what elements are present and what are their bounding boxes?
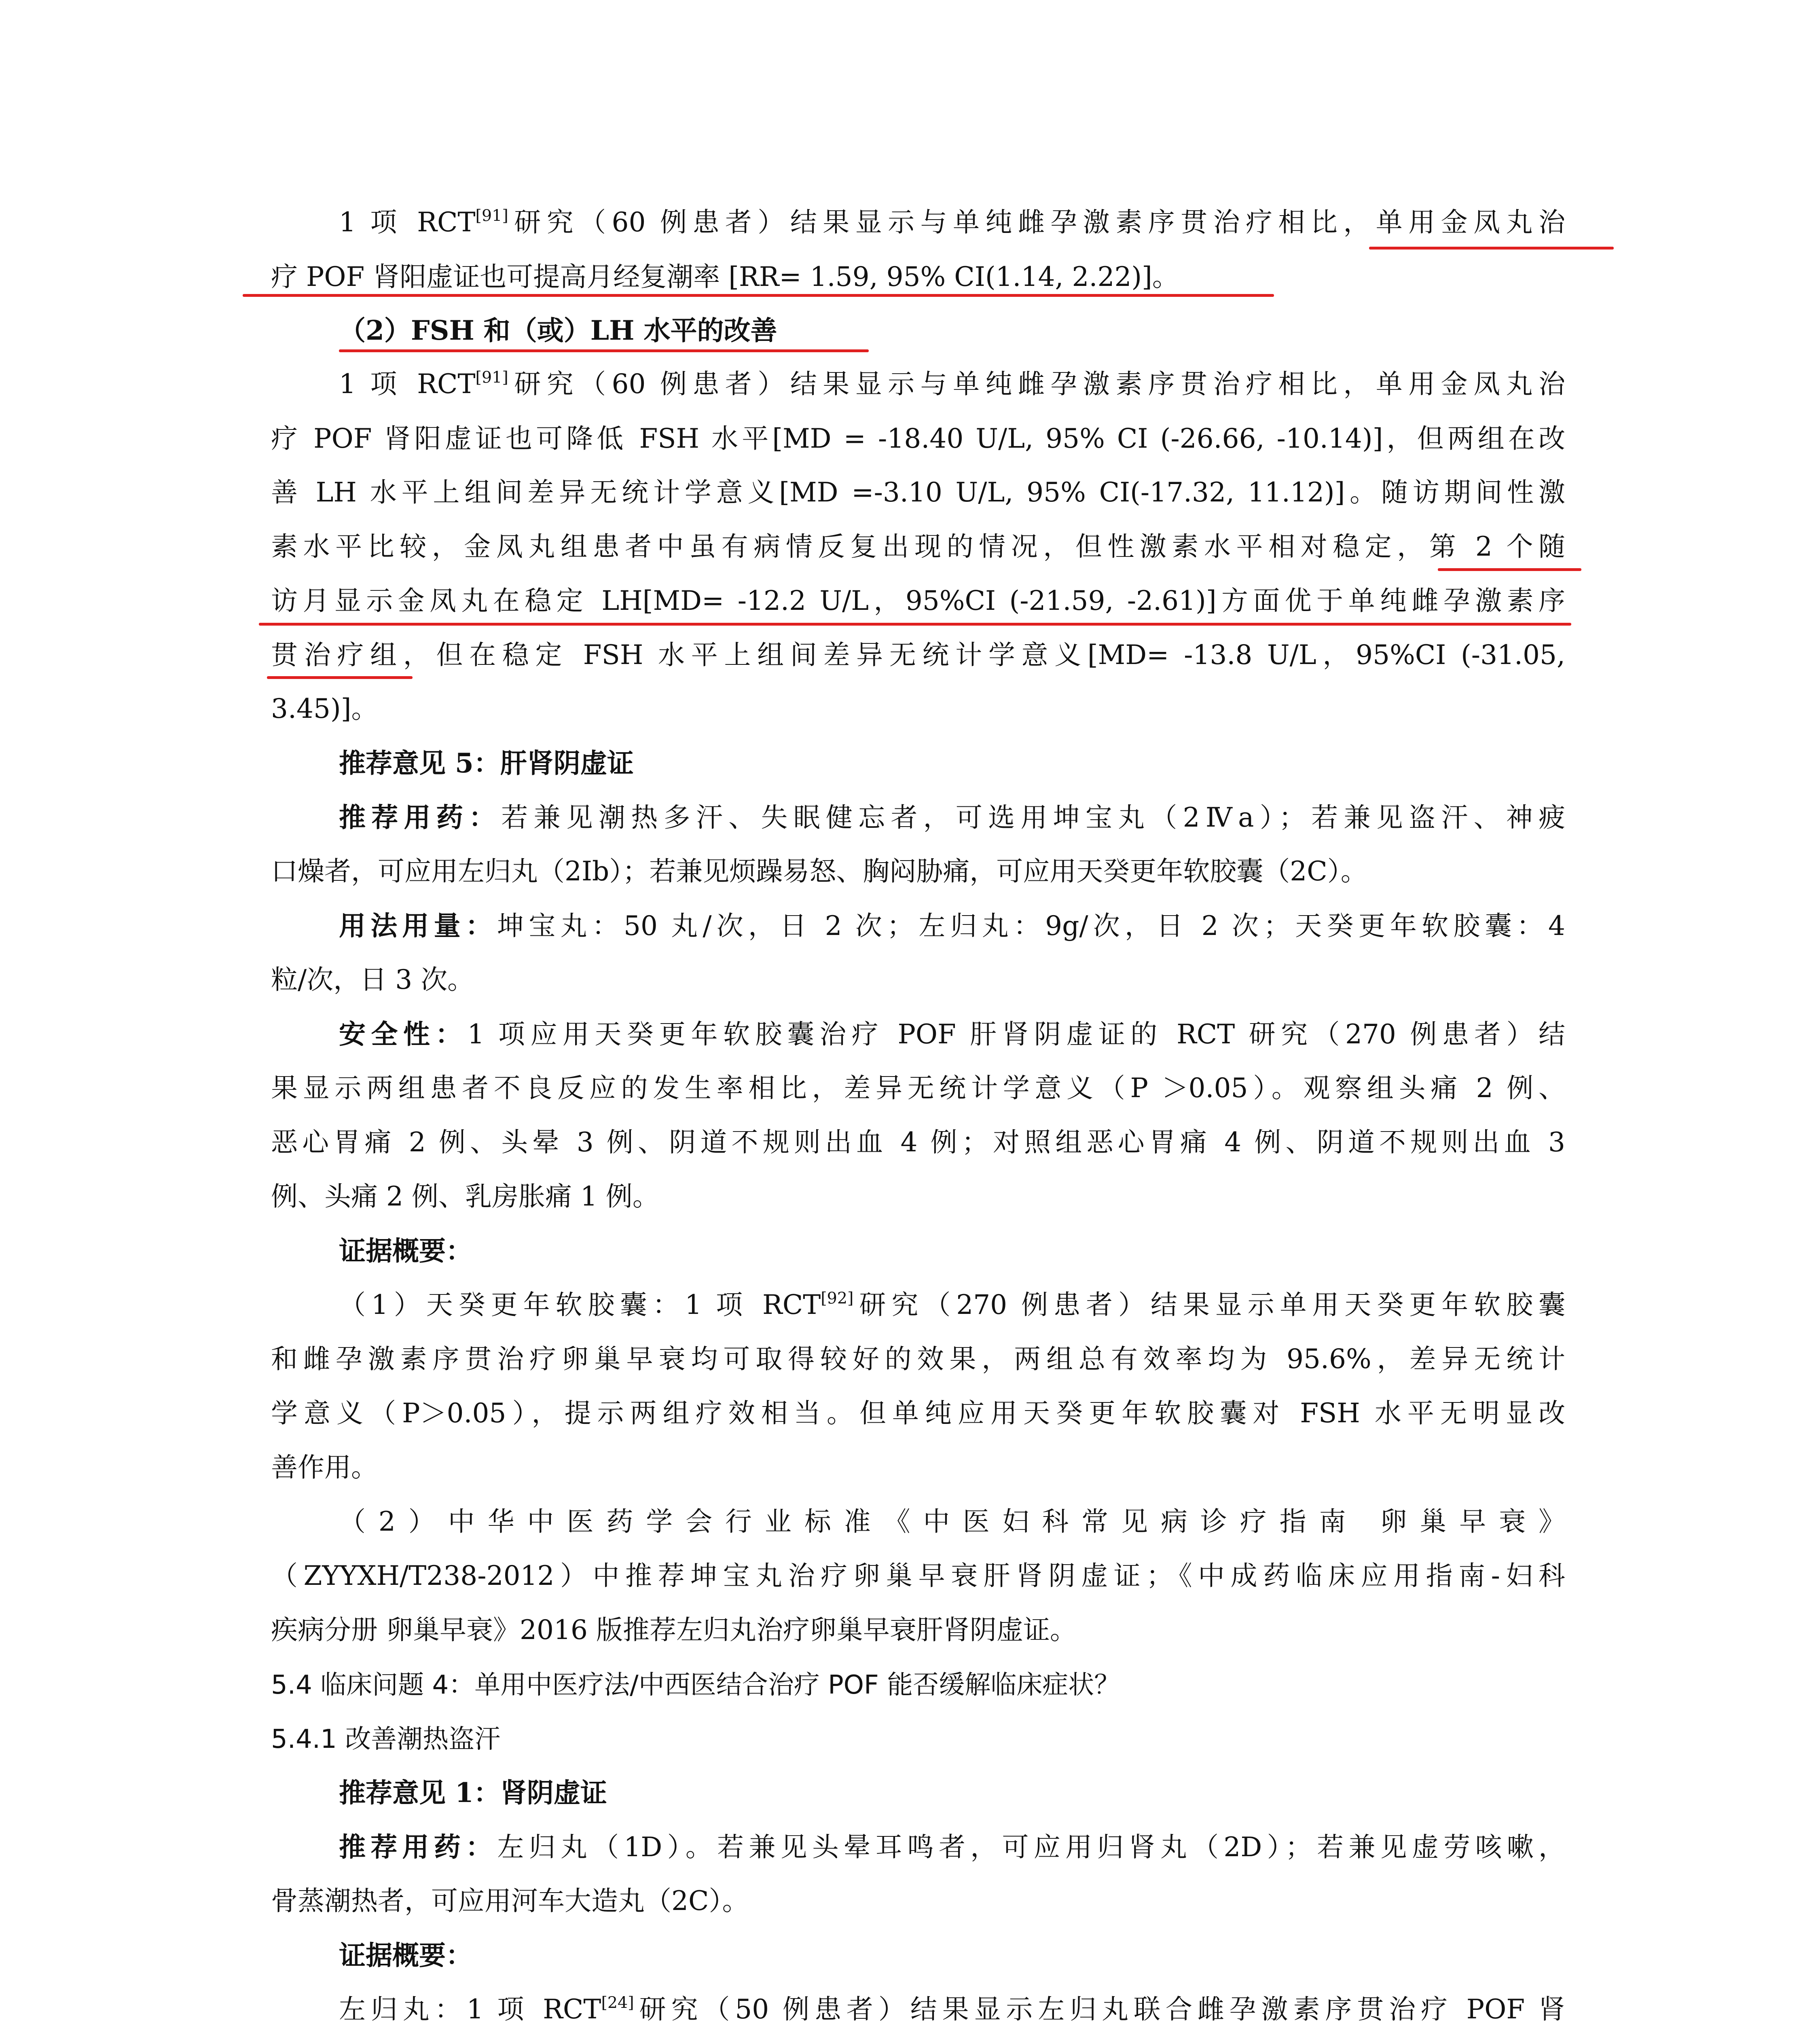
rec5-safety-line-2: 果显示两组患者不良反应的发生率相比，差异无统计学意义（P ＞0.05）。观察组头痛 2 例、	[271, 1072, 1565, 1104]
citation-91: [91]	[475, 368, 508, 387]
rec5-dose-line-2: 粒/次，日 3 次。	[271, 964, 474, 995]
highlight-underline	[339, 349, 869, 352]
rec5-dose-line-1: 用法用量：坤宝丸：50 丸/次，日 2 次；左归丸：9g/次，日 2 次；天癸更年软胶囊：4	[339, 910, 1566, 941]
para-fsh-line-4: 素水平比较，金凤丸组患者中虽有病情反复出现的情况，但性激素水平相对稳定，第 2 个随	[271, 531, 1565, 562]
highlight-underline	[243, 294, 1274, 297]
rec5-evidence-2-line-2: （ZYYXH/T238-2012）中推荐坤宝丸治疗卵巢早衰肝肾阴虚证；《中成药临床应用指南-妇科	[271, 1560, 1565, 1591]
rec5-evidence-1-line-3: 学意义（P＞0.05），提示两组疗效相当。但单纯应用天癸更年软胶囊对 FSH 水平无明显改	[271, 1398, 1565, 1429]
rec5-evidence-label: 证据概要：	[339, 1235, 472, 1267]
para-rr-line-2: 疗 POF 肾阳虚证也可提高月经复潮率 [RR= 1.59, 95% CI(1.14, 2.22)]。	[271, 261, 1179, 292]
rec5-evidence-1-line-1: （1）天癸更年软胶囊：1 项 RCT[92]研究（270 例患者）结果显示单用天癸更年软胶囊	[339, 1289, 1566, 1320]
highlight-underline	[1438, 568, 1581, 571]
rec5-evidence-1-line-2: 和雌孕激素序贯治疗卵巢早衰均可取得较好的效果，两组总有效率均为 95.6%，差异无统计	[271, 1343, 1565, 1375]
para-fsh-line-5: 访月显示金凤丸在稳定 LH[MD= -12.2 U/L，95%CI (-21.59, -2.61)]方面优于单纯雌孕激素序	[271, 585, 1565, 616]
rec5-evidence-1-line-4: 善作用。	[271, 1452, 378, 1483]
rec5-drug-line-2: 口燥者，可应用左归丸（2Ⅰb）；若兼见烦躁易怒、胸闷胁痛，可应用天癸更年软胶囊（2C）。	[271, 856, 1367, 887]
highlight-underline	[259, 623, 1571, 626]
para-rr-line-1: 1 项 RCT[91]研究（60 例患者）结果显示与单纯雌孕激素序贯治疗相比，单用金凤丸治	[339, 206, 1565, 238]
rec1-drug-line-2: 骨蒸潮热者，可应用河车大造丸（2C）。	[271, 1885, 749, 1916]
para-fsh-line-2: 疗 POF 肾阳虚证也可降低 FSH 水平[MD = -18.40 U/L, 95% CI (-26.66, -10.14)]，但两组在改	[271, 423, 1565, 454]
para-fsh-line-3: 善 LH 水平上组间差异无统计学意义[MD =-3.10 U/L, 95% CI(-17.32, 11.12)]。随访期间性激	[271, 477, 1565, 508]
subheading-fsh-lh: （2）FSH 和（或）LH 水平的改善	[339, 315, 777, 346]
rec1-heading: 推荐意见 1：肾阴虚证	[339, 1777, 607, 1808]
rec5-safety-line-4: 例、头痛 2 例、乳房胀痛 1 例。	[271, 1181, 659, 1212]
rec5-safety-line-1: 安全性：1 项应用天癸更年软胶囊治疗 POF 肝肾阴虚证的 RCT 研究（270 例患者）结	[339, 1018, 1565, 1050]
rec1-drug-line-1: 推荐用药：左归丸（1D）。若兼见头晕耳鸣者，可应用归肾丸（2D）；若兼见虚劳咳嗽，	[339, 1831, 1565, 1863]
para-fsh-line-6: 贯治疗组，但在稳定 FSH 水平上组间差异无统计学意义[MD= -13.8 U/L，95%CI (-31.05,	[271, 639, 1565, 670]
rec5-drug-line-1: 推荐用药：若兼见潮热多汗、失眠健忘者，可选用坤宝丸（2Ⅳa）；若兼见盗汗、神疲	[339, 802, 1565, 833]
rec1-evidence-label: 证据概要：	[339, 1940, 472, 1971]
rec5-safety-line-3: 恶心胃痛 2 例、头晕 3 例、阴道不规则出血 4 例；对照组恶心胃痛 4 例、阴道不规则出血 3	[271, 1127, 1565, 1158]
rec5-heading: 推荐意见 5：肝肾阴虚证	[339, 747, 634, 779]
highlight-underline	[267, 676, 413, 679]
rec1-evidence-line-1: 左归丸：1 项 RCT[24]研究（50 例患者）结果显示左归丸联合雌孕激素序贯治疗 POF 肾	[339, 1993, 1565, 2022]
para-fsh-line-7: 3.45)]。	[271, 693, 378, 724]
para-fsh-line-1: 1 项 RCT[91]研究（60 例患者）结果显示与单纯雌孕激素序贯治疗相比，单用金凤丸治	[339, 368, 1565, 400]
citation-91: [91]	[475, 206, 508, 225]
rec5-evidence-2-line-3: 疾病分册 卵巢早衰》2016 版推荐左归丸治疗卵巢早衰肝肾阴虚证。	[271, 1614, 1077, 1646]
rec5-evidence-2-line-1: （2）中华中医药学会行业标准《中医妇科常见病诊疗指南 卵巢早衰》	[339, 1506, 1565, 1537]
citation-92: [92]	[821, 1289, 854, 1308]
section-heading-5-4-1: 5.4.1 改善潮热盗汗	[271, 1724, 501, 1754]
section-heading-5-4: 5.4 临床问题 4：单用中医疗法/中西医结合治疗 POF 能否缓解临床症状？	[271, 1670, 1120, 1700]
highlight-underline	[1369, 247, 1614, 250]
citation-24: [24]	[601, 1993, 634, 2012]
